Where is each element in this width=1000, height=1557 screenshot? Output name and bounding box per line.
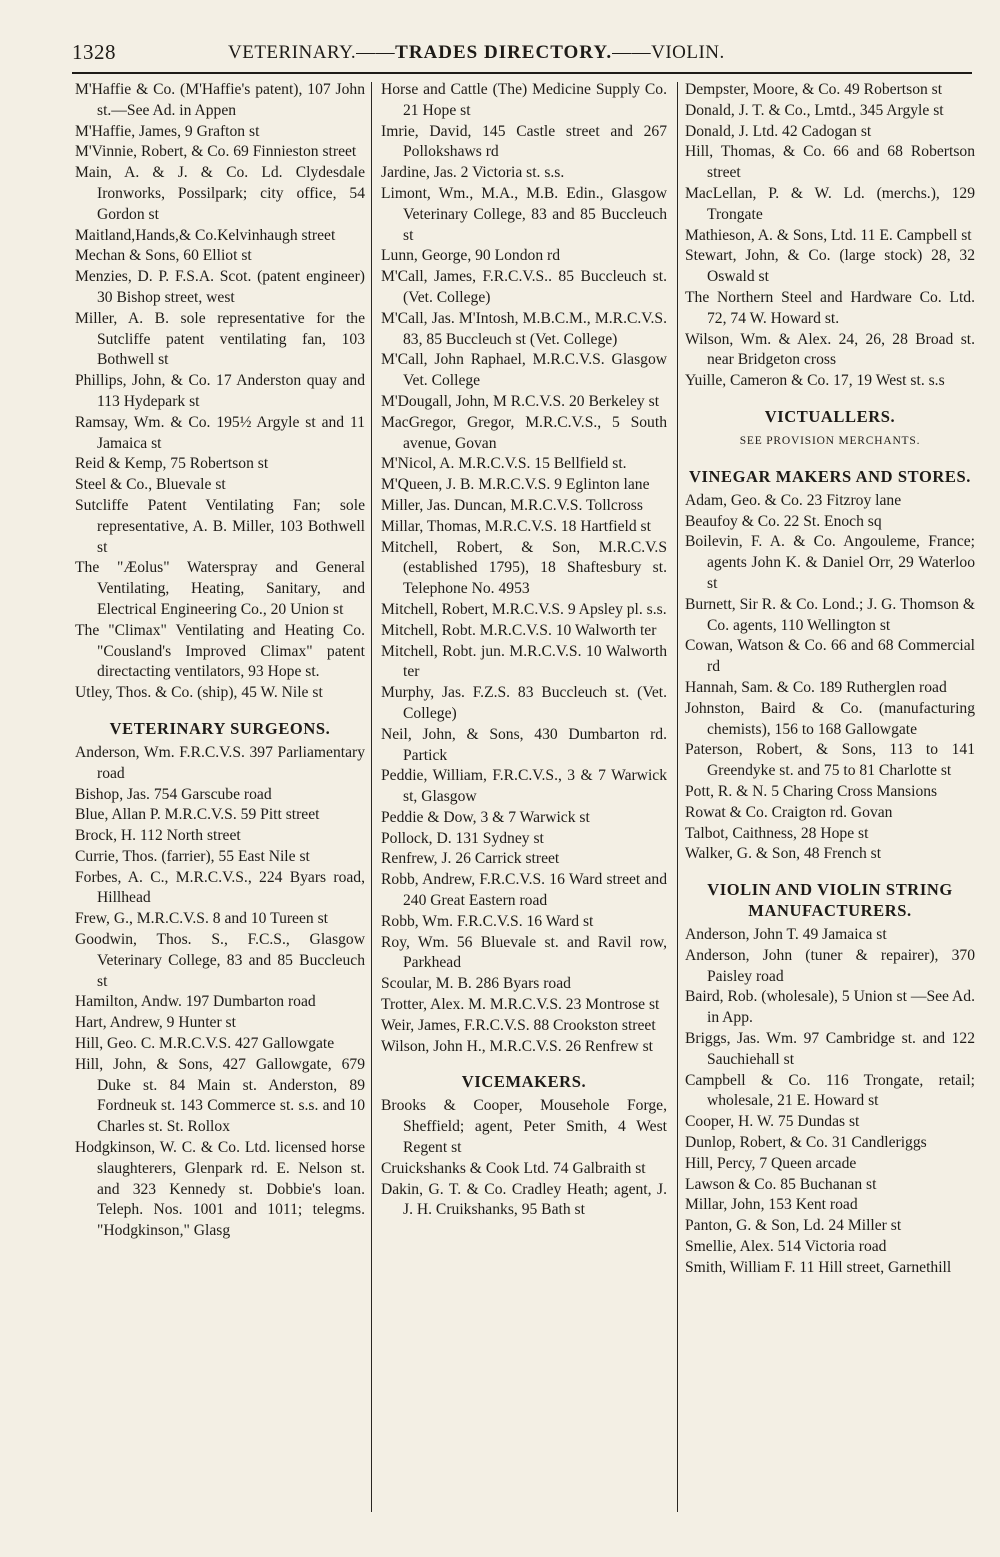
directory-entry: Menzies, D. P. F.S.A. Scot. (patent engineer) 30 Bishop street, west (75, 268, 365, 306)
directory-entry: Cruickshanks & Cook Ltd. 74 Galbraith st (381, 1159, 646, 1177)
directory-entry: Robb, Wm. F.R.C.V.S. 16 Ward st (381, 912, 594, 930)
directory-entry: Trotter, Alex. M. M.R.C.V.S. 23 Montrose st (381, 996, 660, 1014)
directory-entry: Adam, Geo. & Co. 23 Fitzroy lane (685, 491, 902, 509)
directory-entry: Miller, Jas. Duncan, M.R.C.V.S. Tollcross (381, 496, 643, 514)
directory-entry: Jardine, Jas. 2 Victoria st. s.s. (381, 164, 565, 182)
directory-entry: Johnston, Baird & Co. (manufacturing chemists), 156 to 168 Gallowgate (685, 699, 975, 738)
directory-entry: Lawson & Co. 85 Buchanan st (685, 1175, 877, 1193)
directory-entry: Mechan & Sons, 60 Elliot st (75, 247, 252, 265)
directory-entry: M'Call, James, F.R.C.V.S.. 85 Buccleuch st. (Vet. College) (381, 268, 667, 306)
directory-entry: Mitchell, Robert, & Son, M.R.C.V.S (established 1795), 18 Shaftesbury st. Telephone No. 4953 (381, 538, 667, 598)
directory-entry: Cooper, H. W. 75 Dundas st (685, 1113, 860, 1131)
directory-entry: Briggs, Jas. Wm. 97 Cambridge st. and 122 Sauchiehall st (685, 1030, 975, 1068)
directory-entry: Panton, G. & Son, Ld. 24 Miller st (685, 1217, 902, 1235)
directory-entry: Talbot, Caithness, 28 Hope st (685, 824, 869, 842)
directory-entry: Steel & Co., Bluevale st (75, 476, 226, 494)
directory-entry: Pollock, D. 131 Sydney st (381, 829, 544, 847)
running-head-right: VIOLIN. (651, 42, 725, 63)
directory-entry: Hannah, Sam. & Co. 189 Rutherglen road (685, 678, 947, 696)
section-heading: VETERINARY SURGEONS. (109, 718, 331, 738)
directory-entry: Smith, William F. 11 Hill street, Garnethill (685, 1258, 952, 1276)
directory-entry: Murphy, Jas. F.Z.S. 83 Buccleuch st. (Vet. College) (381, 684, 667, 722)
directory-entry: M'Haffie & Co. (M'Haffie's patent), 107 John st.—See Ad. in Appen (75, 81, 365, 119)
directory-entry: Hamilton, Andw. 197 Dumbarton road (75, 993, 316, 1011)
directory-entry: Rowat & Co. Craigton rd. Govan (685, 803, 893, 821)
directory-entry: The "Æolus" Waterspray and General Ventilating, Heating, Sanitary, and Electrical Engineering Co., 20 Union st (75, 559, 365, 618)
directory-entry: Hart, Andrew, 9 Hunter st (75, 1014, 236, 1032)
directory-entry: Robb, Andrew, F.R.C.V.S. 16 Ward street and 240 Great Eastern road (381, 871, 667, 910)
directory-entry: Donald, J. Ltd. 42 Cadogan st (685, 122, 872, 140)
directory-entry: The "Climax" Ventilating and Heating Co. "Cousland's Improved Climax" patent directacting ventilators, 93 Hope st. (75, 621, 365, 681)
directory-entry: Donald, J. T. & Co., Lmtd., 345 Argyle st (685, 101, 944, 119)
page-header (72, 36, 972, 74)
cross-reference-note: SEE PROVISION MERCHANTS. (739, 434, 921, 447)
section-heading: VICEMAKERS. (461, 1072, 587, 1092)
column-rule-left (371, 82, 372, 1512)
directory-entry: The Northern Steel and Hardware Co. Ltd. 72, 74 W. Howard st. (685, 288, 975, 327)
directory-entry: Millar, John, 153 Kent road (685, 1196, 858, 1214)
page-number: 1328 (72, 40, 116, 64)
directory-entry: Sutcliffe Patent Ventilating Fan; sole representative, A. B. Miller, 103 Bothwell st (75, 496, 365, 556)
directory-entry: Utley, Thos. & Co. (ship), 45 W. Nile st (75, 684, 323, 702)
directory-entry: Millar, Thomas, M.R.C.V.S. 18 Hartfield st (381, 517, 651, 535)
directory-entry: Dakin, G. T. & Co. Cradley Heath; agent, J. J. H. Cruikshanks, 95 Bath st (381, 1180, 667, 1219)
directory-entry: M'Haffie, James, 9 Grafton st (75, 122, 260, 140)
directory-entry: Yuille, Cameron & Co. 17, 19 West st. s.s (685, 372, 945, 390)
directory-entry: Maitland,Hands,& Co.Kelvinhaugh street (75, 226, 336, 244)
directory-entry: M'Nicol, A. M.R.C.V.S. 15 Bellfield st. (381, 455, 627, 473)
directory-entry: Campbell & Co. 116 Trongate, retail; wholesale, 21 E. Howard st (685, 1071, 975, 1110)
directory-entry: Main, A. & J. & Co. Ld. Clydesdale Ironworks, Possilpark; city office, 54 Gordon st (75, 164, 365, 223)
directory-entry: Burnett, Sir R. & Co. Lond.; J. G. Thomson & Co. agents, 110 Wellington st (685, 595, 975, 634)
directory-entry: Pott, R. & N. 5 Charing Cross Mansions (685, 782, 938, 800)
section-heading: VICTUALLERS. (764, 406, 896, 426)
directory-entry: M'Call, John Raphael, M.R.C.V.S. Glasgow Vet. College (381, 351, 667, 390)
directory-entry: Stewart, John, & Co. (large stock) 28, 32 Oswald st (685, 247, 975, 286)
directory-entry: Mitchell, Robt. jun. M.R.C.V.S. 10 Walworth ter (381, 642, 667, 681)
directory-entry: Peddie, William, F.R.C.V.S., 3 & 7 Warwick st, Glasgow (381, 767, 667, 806)
directory-entry: Hill, Thomas, & Co. 66 and 68 Robertson street (685, 143, 975, 182)
directory-entry: Dempster, Moore, & Co. 49 Robertson st (685, 81, 943, 98)
directory-entry: Scoular, M. B. 286 Byars road (381, 975, 571, 993)
directory-entry: Mitchell, Robt. M.R.C.V.S. 10 Walworth ter (381, 621, 657, 639)
directory-entry: Imrie, David, 145 Castle street and 267 Pollokshaws rd (381, 122, 667, 161)
section-heading: VIOLIN AND VIOLIN STRING MANUFACTURERS. (707, 880, 953, 921)
directory-entry: Hill, Geo. C. M.R.C.V.S. 427 Gallowgate (75, 1035, 335, 1053)
directory-entry: Bishop, Jas. 754 Garscube road (75, 785, 272, 803)
directory-entry: Dunlop, Robert, & Co. 31 Candleriggs (685, 1134, 927, 1152)
directory-entry: Boilevin, F. A. & Co. Angouleme, France; agents John K. & Daniel Orr, 29 Waterloo st (685, 533, 975, 592)
directory-entry: Anderson, John (tuner & repairer), 370 Paisley road (685, 946, 975, 985)
directory-entry: Currie, Thos. (farrier), 55 East Nile st (75, 847, 310, 865)
directory-entry: Miller, A. B. sole representative for the Sutcliffe patent ventilating fan, 103 Bothwell st (75, 309, 365, 369)
directory-entry: Blue, Allan P. M.R.C.V.S. 59 Pitt street (75, 806, 320, 824)
directory-entry: Hodgkinson, W. C. & Co. Ltd. licensed horse slaughterers, Glenpark rd. E. Nelson st. and 323 Kennedy st. Dobbie's loan. Teleph. Nos. 1001 and 1011; telegms. "Hodgkinson," Glasg (75, 1139, 365, 1240)
directory-entry: Renfrew, J. 26 Carrick street (381, 850, 560, 868)
directory-entry: Paterson, Robert, & Sons, 113 to 141 Greendyke st. and 75 to 81 Charlotte st (685, 741, 975, 780)
directory-entry: Brock, H. 112 North street (75, 827, 241, 845)
directory-entry: Baird, Rob. (wholesale), 5 Union st —See Ad. in App. (685, 988, 975, 1027)
directory-entry: M'Dougall, John, M R.C.V.S. 20 Berkeley st (381, 392, 660, 410)
directory-entry: MacLellan, P. & W. Ld. (merchs.), 129 Trongate (685, 184, 975, 223)
directory-entry: Peddie & Dow, 3 & 7 Warwick st (381, 808, 590, 826)
directory-entry: M'Call, Jas. M'Intosh, M.B.C.M., M.R.C.V.S. 83, 85 Buccleuch st (Vet. College) (381, 309, 667, 348)
section-heading: VINEGAR MAKERS AND STORES. (688, 466, 972, 486)
directory-entry: Lunn, George, 90 London rd (381, 247, 561, 265)
directory-entry: Smellie, Alex. 514 Victoria road (685, 1238, 887, 1256)
directory-entry: Goodwin, Thos. S., F.C.S., Glasgow Veterinary College, 83 and 85 Buccleuch st (75, 931, 365, 990)
directory-entry: Mitchell, Robert, M.R.C.V.S. 9 Apsley pl. s.s. (381, 600, 667, 618)
running-head-left: VETERINARY. (228, 42, 357, 63)
directory-entry: Anderson, John T. 49 Jamaica st (685, 926, 887, 944)
running-head-center: TRADES DIRECTORY. (395, 42, 613, 63)
directory-entry: Cowan, Watson & Co. 66 and 68 Commercial rd (685, 637, 975, 676)
directory-entry: M'Vinnie, Robert, & Co. 69 Finnieston street (75, 143, 357, 161)
directory-entry: Limont, Wm., M.A., M.B. Edin., Glasgow Veterinary College, 83 and 85 Buccleuch st (381, 184, 667, 244)
directory-entry: Frew, G., M.R.C.V.S. 8 and 10 Tureen st (75, 910, 328, 928)
directory-entry: MacGregor, Gregor, M.R.C.V.S., 5 South avenue, Govan (381, 413, 667, 452)
directory-entry: Wilson, John H., M.R.C.V.S. 26 Renfrew st (381, 1037, 653, 1055)
directory-entry: Hill, John, & Sons, 427 Gallowgate, 679 Duke st. 84 Main st. Anderston, 89 Fordneuk st. 143 Commerce st. s.s. and 10 Charles st. St. Rollox (75, 1055, 365, 1136)
directory-entry: Anderson, Wm. F.R.C.V.S. 397 Parliamentary road (75, 743, 365, 782)
directory-entry: Walker, G. & Son, 48 French st (685, 845, 882, 863)
directory-entry: Forbes, A. C., M.R.C.V.S., 224 Byars road, Hillhead (75, 868, 365, 907)
directory-entry: Hill, Percy, 7 Queen arcade (685, 1154, 857, 1172)
directory-entry: Mathieson, A. & Sons, Ltd. 11 E. Campbell st (685, 226, 972, 244)
column-2 (381, 80, 667, 1520)
directory-entry: Wilson, Wm. & Alex. 24, 26, 28 Broad st. near Bridgeton cross (685, 330, 975, 369)
directory-entry: Brooks & Cooper, Mousehole Forge, Sheffield; agent, Peter Smith, 4 West Regent st (381, 1097, 667, 1157)
column-rule-right (677, 82, 678, 1512)
directory-entry: Ramsay, Wm. & Co. 195½ Argyle st and 11 Jamaica st (75, 413, 365, 452)
directory-entry: Reid & Kemp, 75 Robertson st (75, 455, 269, 473)
directory-entry: M'Queen, J. B. M.R.C.V.S. 9 Eglinton lane (381, 476, 650, 494)
directory-entry: Weir, James, F.R.C.V.S. 88 Crookston street (381, 1016, 656, 1034)
directory-entry: Phillips, John, & Co. 17 Anderston quay and 113 Hydepark st (75, 372, 365, 410)
running-head: VETERINARY.——TRADES DIRECTORY.——VIOLIN. (228, 42, 725, 63)
directory-entry: Roy, Wm. 56 Bluevale st. and Ravil row, Parkhead (381, 933, 667, 972)
column-3 (685, 80, 975, 1520)
directory-entry: Beaufoy & Co. 22 St. Enoch sq (685, 512, 882, 530)
directory-entry: Horse and Cattle (The) Medicine Supply Co. 21 Hope st (381, 81, 667, 119)
directory-entry: Neil, John, & Sons, 430 Dumbarton rd. Partick (381, 725, 667, 764)
column-1 (75, 80, 365, 1520)
